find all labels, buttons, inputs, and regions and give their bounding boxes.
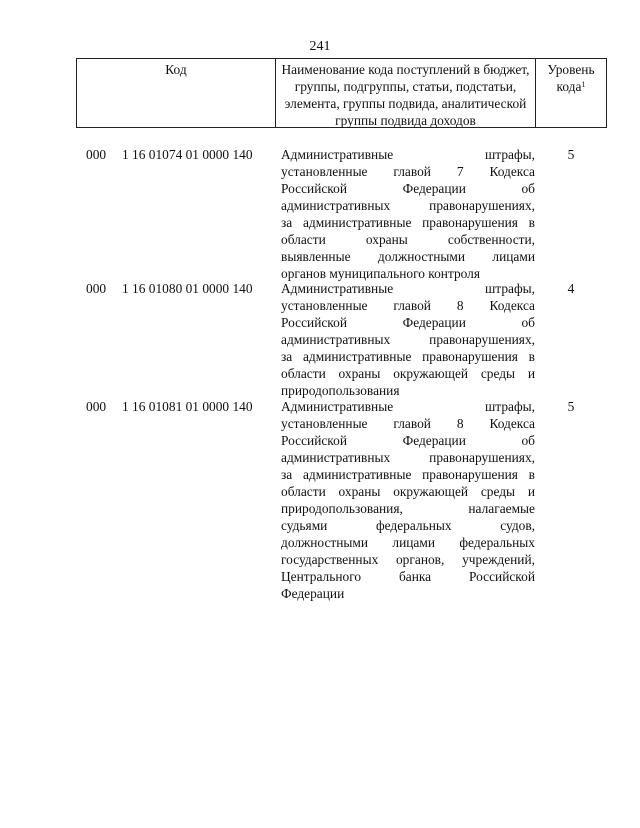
description-line: Российской Федерации об: [281, 181, 535, 196]
description-line: установленные главой 8 Кодекса: [281, 416, 535, 431]
description-line: за административные правонарушения в: [281, 349, 535, 364]
description-line: природопользования: [281, 383, 400, 398]
table-row: [76, 146, 607, 280]
code-level: 5: [567, 399, 575, 414]
header-name: Наименование кода поступлений в бюджет, группы, подгруппы, статьи, подстатьи, элемента, группы подвида, аналитической группы подвида доходов: [276, 59, 536, 127]
description-line: Федерации: [281, 586, 345, 601]
description-line: органов муниципального контроля: [281, 266, 481, 281]
description-line: Административные штрафы,: [281, 399, 535, 414]
description-line: области охраны окружающей среды и: [281, 484, 535, 499]
admin-code: 000: [86, 399, 107, 414]
code-description: [275, 398, 535, 602]
code-level: 4: [567, 281, 575, 296]
description-line: установленные главой 7 Кодекса: [281, 164, 535, 179]
table-body: [76, 146, 607, 602]
header-level: [536, 59, 606, 127]
admin-code: 000: [86, 147, 107, 162]
page-number: 241: [309, 39, 331, 54]
description-line: Российской Федерации об: [281, 315, 535, 330]
code-description: [275, 146, 535, 280]
description-line: Административные штрафы,: [281, 281, 535, 296]
table-row: [76, 280, 607, 398]
description-line: установленные главой 8 Кодекса: [281, 298, 535, 313]
description-line: административных правонарушениях,: [281, 198, 535, 213]
admin-code: 000: [86, 281, 107, 296]
description-line: области охраны собственности,: [281, 232, 535, 247]
description-line: административных правонарушениях,: [281, 450, 535, 465]
budget-code: 1 16 01074 01 0000 140: [122, 147, 253, 162]
description-line: государственных органов, учреждений,: [281, 552, 535, 567]
table-row: [76, 398, 607, 602]
budget-code: 1 16 01080 01 0000 140: [122, 281, 253, 296]
description-line: природопользования, налагаемые: [281, 501, 535, 516]
description-line: Административные штрафы,: [281, 147, 535, 162]
footnote-marker: 1: [581, 80, 586, 89]
description-line: должностными лицами федеральных: [281, 535, 535, 550]
description-line: Центрального банка Российской: [281, 569, 535, 584]
description-line: административных правонарушениях,: [281, 332, 535, 347]
header-code: Код: [77, 59, 276, 127]
description-line: за административные правонарушения в: [281, 467, 535, 482]
description-line: за административные правонарушения в: [281, 215, 535, 230]
description-line: судьями федеральных судов,: [281, 518, 535, 533]
header-level-label: Уровень кода: [547, 62, 595, 94]
code-description: [275, 280, 535, 398]
description-line: области охраны окружающей среды и: [281, 366, 535, 381]
budget-code: 1 16 01081 01 0000 140: [122, 399, 253, 414]
description-line: выявленные должностными лицами: [281, 249, 535, 264]
code-level: 5: [567, 147, 575, 162]
table-header: [76, 58, 607, 128]
description-line: Российской Федерации об: [281, 433, 535, 448]
